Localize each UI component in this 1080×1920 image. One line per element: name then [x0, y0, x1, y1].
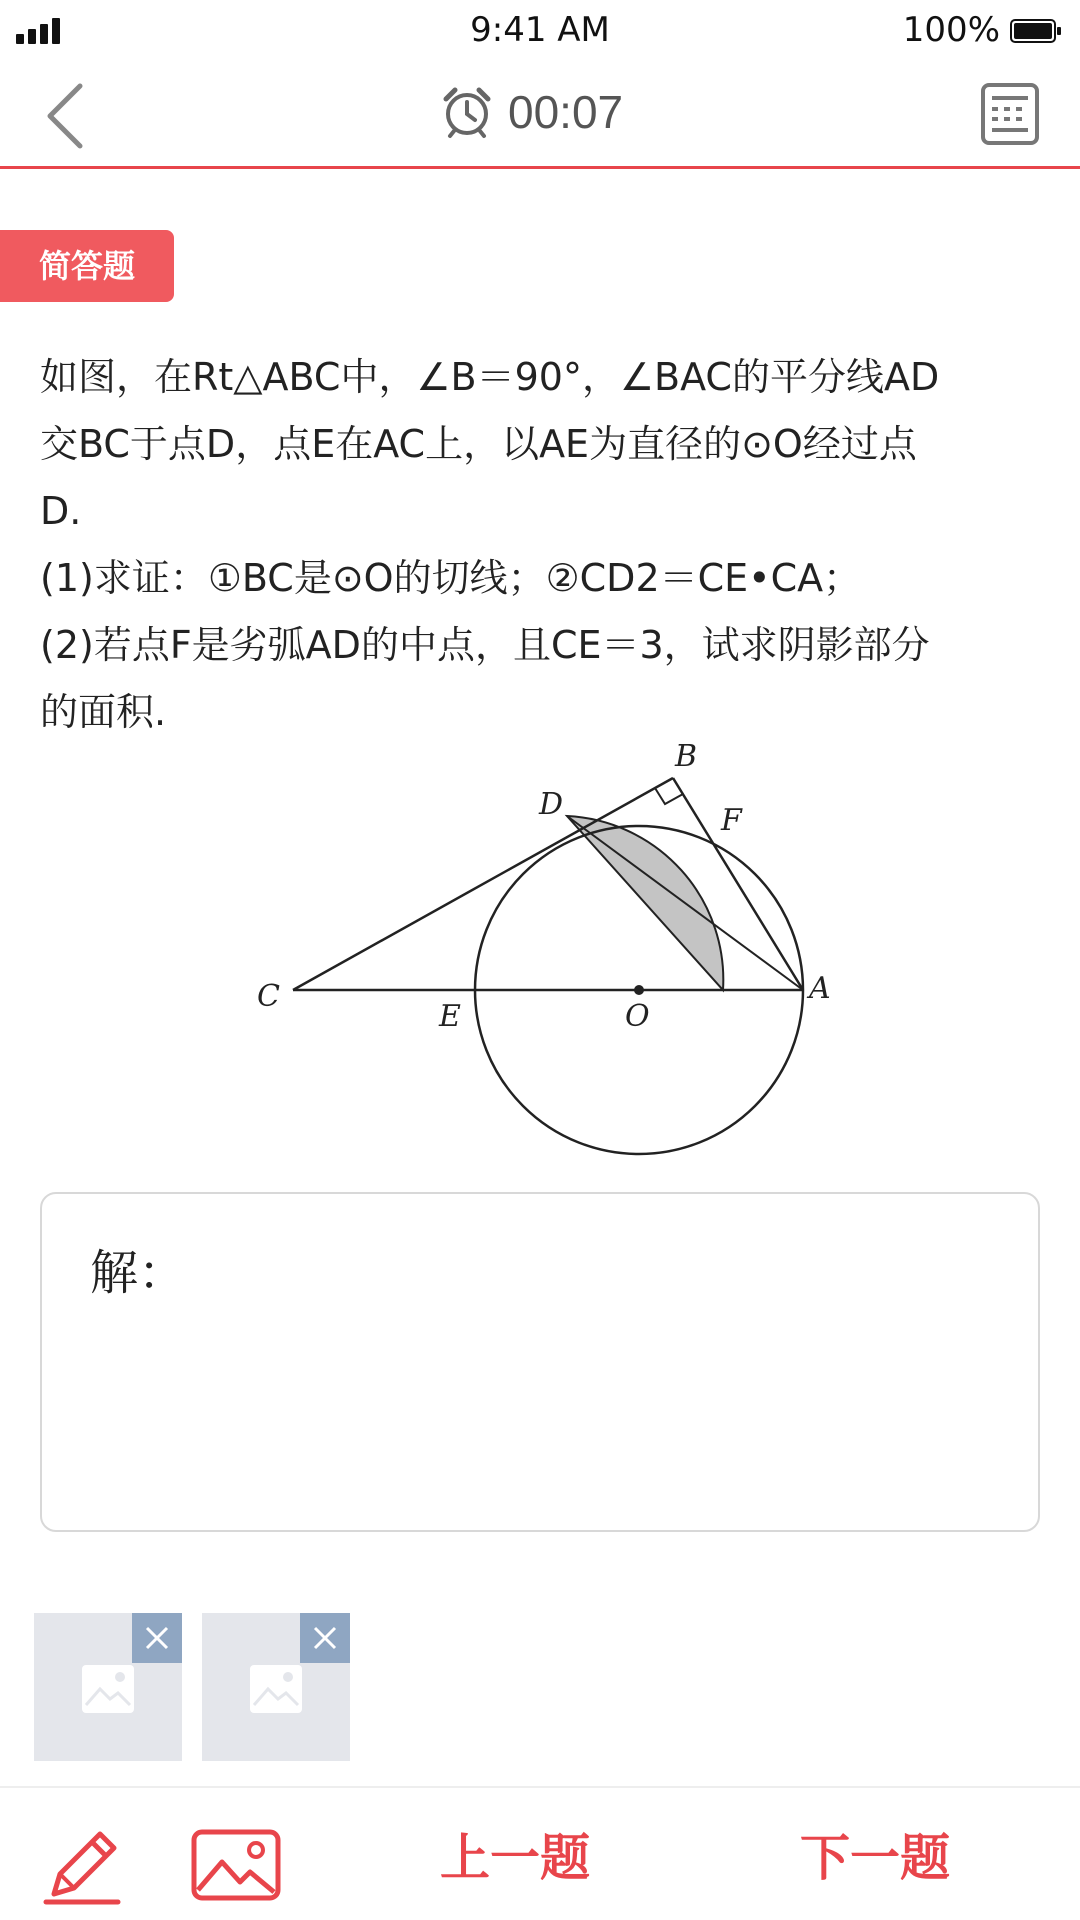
- status-time: 9:41 AM: [470, 10, 610, 50]
- answer-prefix: 解：: [90, 1245, 187, 1301]
- question-line: 交BC于点D，点E在AC上，以AE为直径的⊙O经过点: [40, 422, 917, 466]
- label-f: F: [721, 803, 742, 838]
- question-line: (1)求证：①BC是⊙O的切线；②CD2＝CE•CA；: [40, 556, 862, 600]
- pencil-icon[interactable]: [40, 1824, 124, 1908]
- image-placeholder-icon: [80, 1663, 136, 1715]
- answer-input[interactable]: [40, 1192, 1040, 1532]
- timer: [440, 82, 623, 142]
- answer-sheet-icon[interactable]: [980, 82, 1044, 148]
- label-o: O: [625, 999, 650, 1034]
- label-e: E: [439, 999, 461, 1034]
- attachment-thumbnail[interactable]: [34, 1613, 182, 1761]
- back-arrow-icon[interactable]: [38, 76, 98, 156]
- label-a: A: [809, 971, 831, 1006]
- question-line: (2)若点F是劣弧AD的中点，且CE＝3，试求阴影部分: [40, 623, 930, 667]
- segment-da: [567, 816, 803, 990]
- right-angle-mark: [655, 788, 683, 804]
- label-b: B: [675, 739, 698, 774]
- next-question-button[interactable]: 下一题: [800, 1829, 950, 1887]
- image-placeholder-icon: [248, 1663, 304, 1715]
- geometry-figure: [245, 730, 845, 1160]
- battery-icon: [1010, 19, 1062, 43]
- battery-percent: 100%: [902, 10, 1000, 50]
- prev-question-button[interactable]: 上一题: [440, 1829, 590, 1887]
- delete-icon[interactable]: [132, 1613, 182, 1663]
- delete-icon[interactable]: [300, 1613, 350, 1663]
- attachment-thumbnail[interactable]: [202, 1613, 350, 1761]
- bottom-bar: [0, 1786, 1080, 1920]
- status-bar: [0, 0, 1080, 62]
- image-upload-icon[interactable]: [190, 1828, 282, 1902]
- timer-text: 00:07: [508, 86, 624, 138]
- nav-bar: [0, 62, 1080, 169]
- center-point: [634, 985, 644, 995]
- segment-cb: [293, 778, 673, 990]
- question-line: 如图，在Rt△ABC中，∠B＝90°，∠BAC的平分线AD: [40, 355, 940, 399]
- shaded-region: [567, 816, 723, 990]
- question-line: D.: [40, 489, 82, 533]
- question-line: 的面积.: [40, 690, 167, 734]
- question-text: [40, 344, 1050, 746]
- question-type-tag: 简答题: [0, 230, 174, 302]
- alarm-clock-icon: [440, 85, 494, 139]
- label-c: C: [257, 979, 280, 1014]
- label-d: D: [539, 787, 564, 822]
